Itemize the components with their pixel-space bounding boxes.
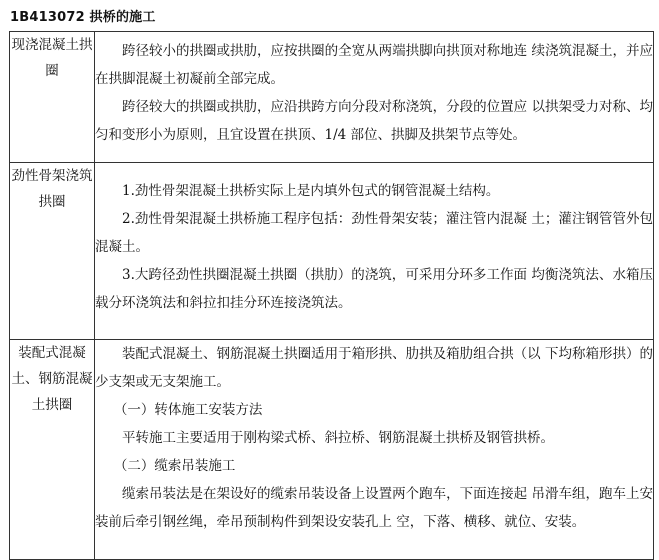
row-heading: 装配式混凝土、钢筋混凝土拱圈	[10, 340, 95, 560]
row-content	[95, 340, 654, 560]
paragraph: 1.劲性骨架混凝土拱桥实际上是内填外包式的钢管混凝土结构。	[122, 183, 500, 199]
row-heading: 现浇混凝土拱圈	[10, 32, 95, 163]
paragraph: 平转施工主要适用于刚构梁式桥、斜拉桥、钢筋混凝土拱桥及钢管拱桥。	[122, 430, 554, 446]
paragraph: 跨径较小的拱圈或拱肋，应按拱圈的全宽从两端拱脚向拱顶对称地连 续浇筑混凝土，并应在拱脚混凝土初凝前全部完成。	[95, 43, 653, 87]
paragraph: 3.大跨径劲性拱圈混凝土拱圈（拱肋）的浇筑，可采用分环多工作面 均衡浇筑法、水箱压载分环浇筑法和斜拉扣挂分环连接浇筑法。	[95, 267, 653, 311]
table-row	[10, 32, 654, 163]
row-content	[95, 32, 654, 163]
row-content	[95, 163, 654, 340]
construction-table	[9, 31, 654, 560]
subheading: （一）转体施工安装方法	[113, 402, 263, 418]
section-title: 1B413072 拱桥的施工	[10, 10, 156, 25]
subheading: （二）缆索吊装施工	[113, 458, 236, 474]
table-row	[10, 163, 654, 340]
paragraph: 缆索吊装法是在架设好的缆索吊装设备上设置两个跑车，下面连接起 吊滑车组，跑车上安装前后牵引钢丝绳，牵吊预制构件到架设安装孔上 空，下落、横移、就位、安装。	[95, 486, 653, 530]
paragraph: 2.劲性骨架混凝土拱桥施工程序包括：劲性骨架安装；灌注管内混凝 土；灌注钢管管外包混凝土。	[95, 211, 653, 255]
paragraph: 装配式混凝土、钢筋混凝土拱圈适用于箱形拱、肋拱及箱肋组合拱（以 下均称箱形拱）的少支架或无支架施工。	[95, 346, 653, 390]
table-row	[10, 340, 654, 560]
row-heading: 劲性骨架浇筑拱圈	[10, 163, 95, 340]
paragraph: 跨径较大的拱圈或拱肋，应沿拱跨方向分段对称浇筑，分段的位置应 以拱架受力对称、均匀和变形小为原则，且宜设置在拱顶、1/4 部位、拱脚及拱架节点等处。	[95, 99, 653, 143]
